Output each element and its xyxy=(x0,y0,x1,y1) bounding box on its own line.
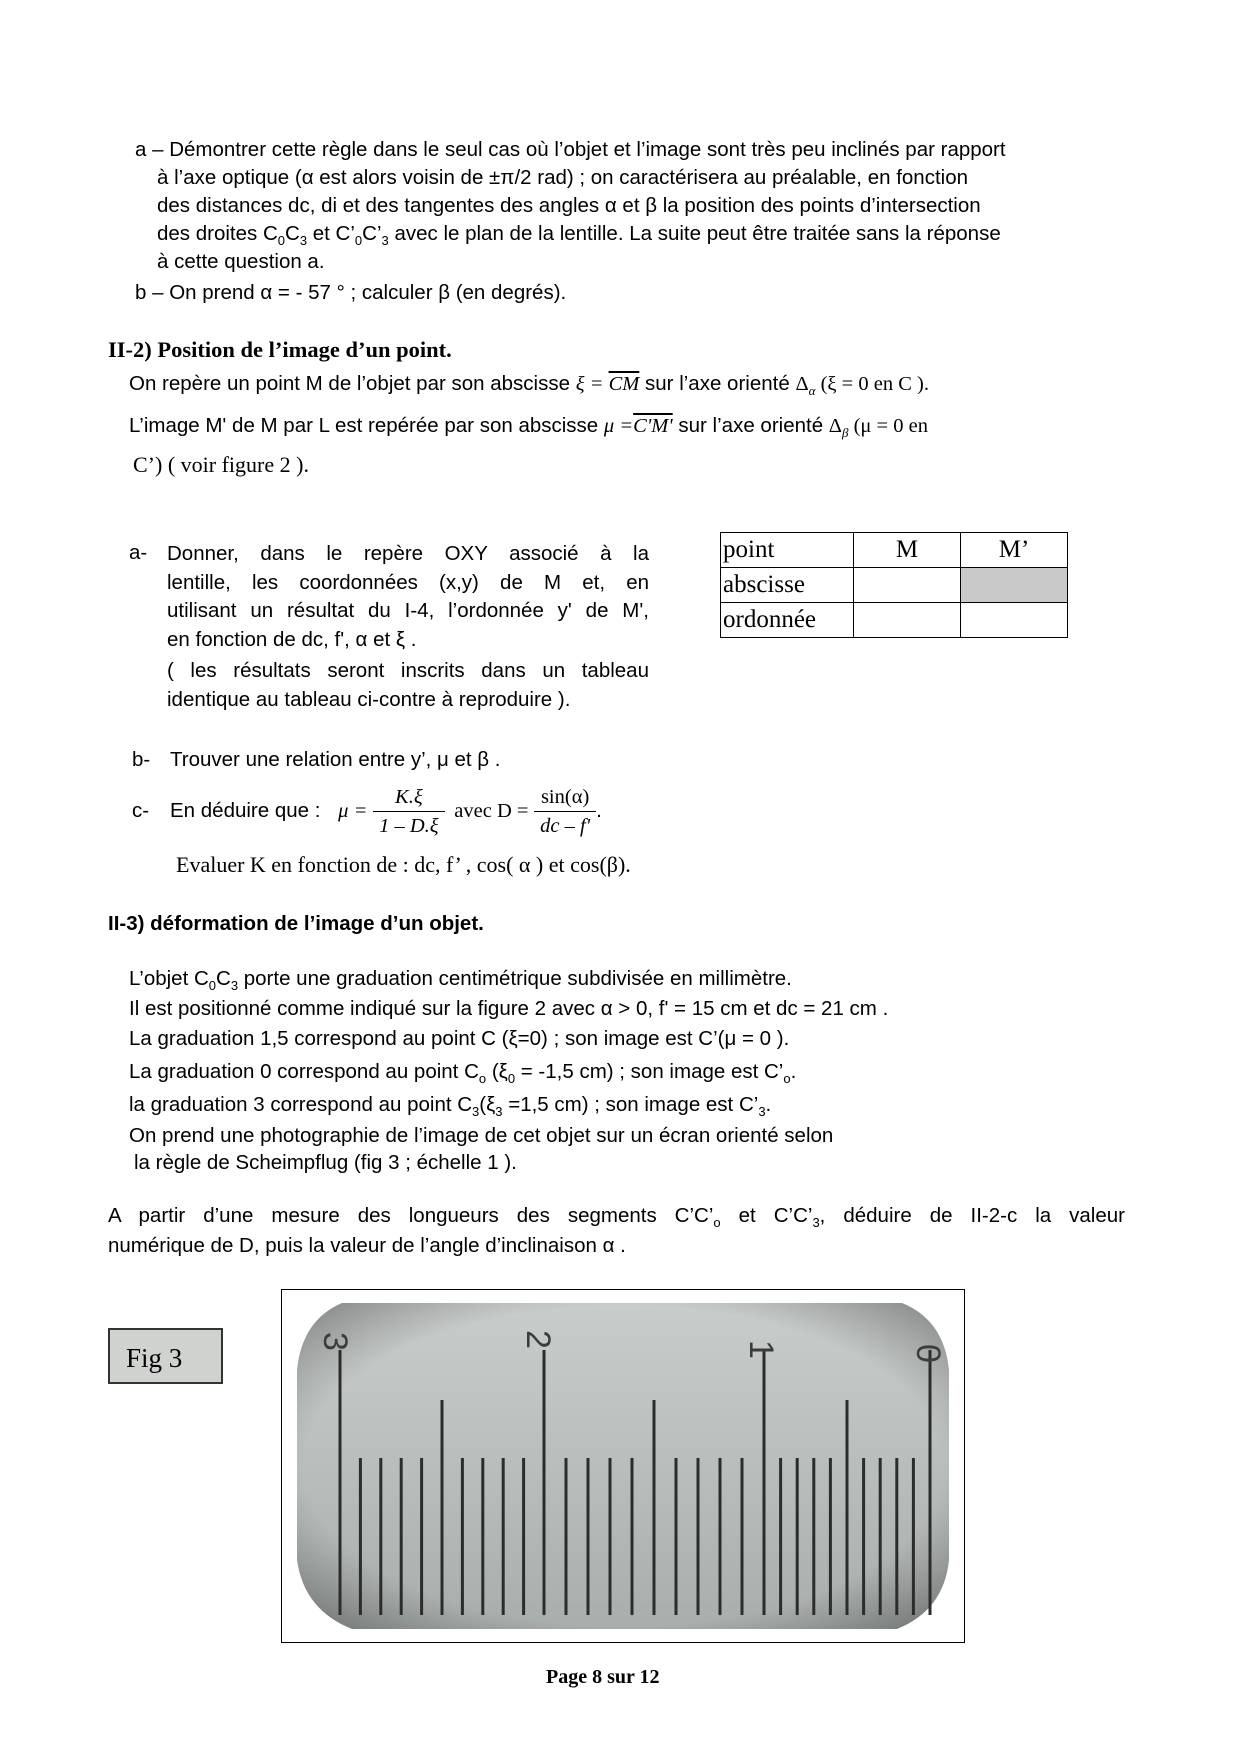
table-row xyxy=(721,603,1068,638)
table-header-cell: M’ xyxy=(961,533,1068,568)
question-a xyxy=(135,136,1125,276)
table-header-row xyxy=(721,533,1068,568)
table-header-cell: M xyxy=(854,533,961,568)
item-b-label: b- xyxy=(132,748,151,771)
ruler-vignette xyxy=(297,1303,949,1629)
ruler-number: 2 xyxy=(519,1330,557,1349)
section-2-title: II-2) Position de l’image d’un point. xyxy=(108,337,452,362)
table-cell-empty xyxy=(854,568,961,603)
item-c-formula: En déduire que : μ = $\frac{K.\xi}{1 - D.\xi}$ avec D = $\frac{\sin(\alpha)}{dc - f'}$ . xyxy=(170,776,602,846)
table-row-label: abscisse xyxy=(721,568,854,603)
final-paragraph: A partir d’une mesure des longueurs des segments $C’C’_o$ et $C’C’_3$, déduire de II-2-c la valeur numérique de D, puis la valeur de l’angle d’inclinaison α . xyxy=(108,1204,1125,1257)
question-a-line1: a – Démontrer cette règle dans le seul cas où l’objet et l’image sont très peu inclinés par rapport xyxy=(135,138,1006,161)
section-3-text: L’objet $C_0C_3$ porte une graduation centimétrique subdivisée en millimètre. Il est positionné comme indiqué sur la figure 2 avec α > 0, f' = 15 cm et dc = 21 cm . La graduation 1,5 correspond au point C (ξ=0) ; son image est C’(μ = 0 ). La graduation 0 correspond au point $C_o$ ($\xi_0 = -1,5$ cm) ; son image est $C’_o$. la graduation 3 correspond au point $C_3(\xi_3 =1,5$ cm) ; son image est $C’_3$. On prend une photographie de l’image de cet objet sur un écran orienté selon la règle de Scheimpflug (fig 3 ; échelle 1 ). xyxy=(129,967,889,1174)
question-b: b – On prend α = - 57 ° ; calculer β (en degrés). xyxy=(135,281,567,304)
fraction-mu: $\frac{K.\xi}{1 - D.\xi}$ xyxy=(373,783,444,840)
section-2-p1: On repère un point M de l’objet par son abscisse $\xi = \overline{CM}$ sur l’axe orienté $\Delta_\alpha$ (ξ = 0 en C ). xyxy=(129,372,929,399)
fraction-d: $\frac{\sin(\alpha)}{dc - f'}$ xyxy=(534,783,596,840)
item-c-label: c- xyxy=(132,799,150,822)
ruler-photo xyxy=(281,1289,965,1643)
table-cell-empty xyxy=(854,603,961,638)
page-footer: Page 8 sur 12 xyxy=(546,1666,660,1688)
section-2-p3: C’) ( voir figure 2 ). xyxy=(133,452,309,477)
figure-label: Fig 3 xyxy=(108,1328,223,1384)
table-cell-shaded xyxy=(961,568,1068,603)
item-b-text: Trouver une relation entre y’, μ et β . xyxy=(170,748,501,771)
ruler-number: 0 xyxy=(909,1344,947,1363)
question-a-line3: des distances dc, di et des tangentes des angles α et β la position des points d’intersection xyxy=(157,194,981,217)
coordinates-table xyxy=(720,532,1068,638)
ruler-number: 1 xyxy=(742,1340,780,1359)
item-a-label: a- xyxy=(129,541,148,564)
ruler-number: 3 xyxy=(316,1332,354,1351)
question-a-line2: à l’axe optique (α est alors voisin de ±π/2 rad) ; on caractérisera au préalable, en fonction xyxy=(157,166,968,189)
table-row-label: ordonnée xyxy=(721,603,854,638)
ruler-photo-svg xyxy=(282,1290,964,1642)
item-c-evaluate: Evaluer K en fonction de : dc, f’ , cos( α ) et cos(β). xyxy=(176,852,631,877)
section-3-title: II-3) déformation de l’image d’un objet. xyxy=(108,912,484,935)
question-a-line5: à cette question a. xyxy=(157,250,325,273)
table-header-cell: point xyxy=(721,533,854,568)
section-2-p2: L’image M' de M par L est repérée par son abscisse μ =C'M' sur l’axe orienté $\Delta_\beta$ (μ = 0 en xyxy=(129,414,928,441)
table-row xyxy=(721,568,1068,603)
question-a-line4: des droites $C_0C_3$ et $C’_0C’_3$ avec le plan de la lentille. La suite peut être traitée sans la réponse xyxy=(157,222,1001,249)
item-a-text: Donner, dans le repère OXY associé à la lentille, les coordonnées (x,y) de M et, en utilisant un résultat du I-4, l’ordonnée y' de M', en fonction de dc, f', α et ξ . ( les résultats seront inscrits dans un tableau identique au tableau ci-contre à reproduire ). xyxy=(167,542,649,711)
table-cell-empty xyxy=(961,603,1068,638)
